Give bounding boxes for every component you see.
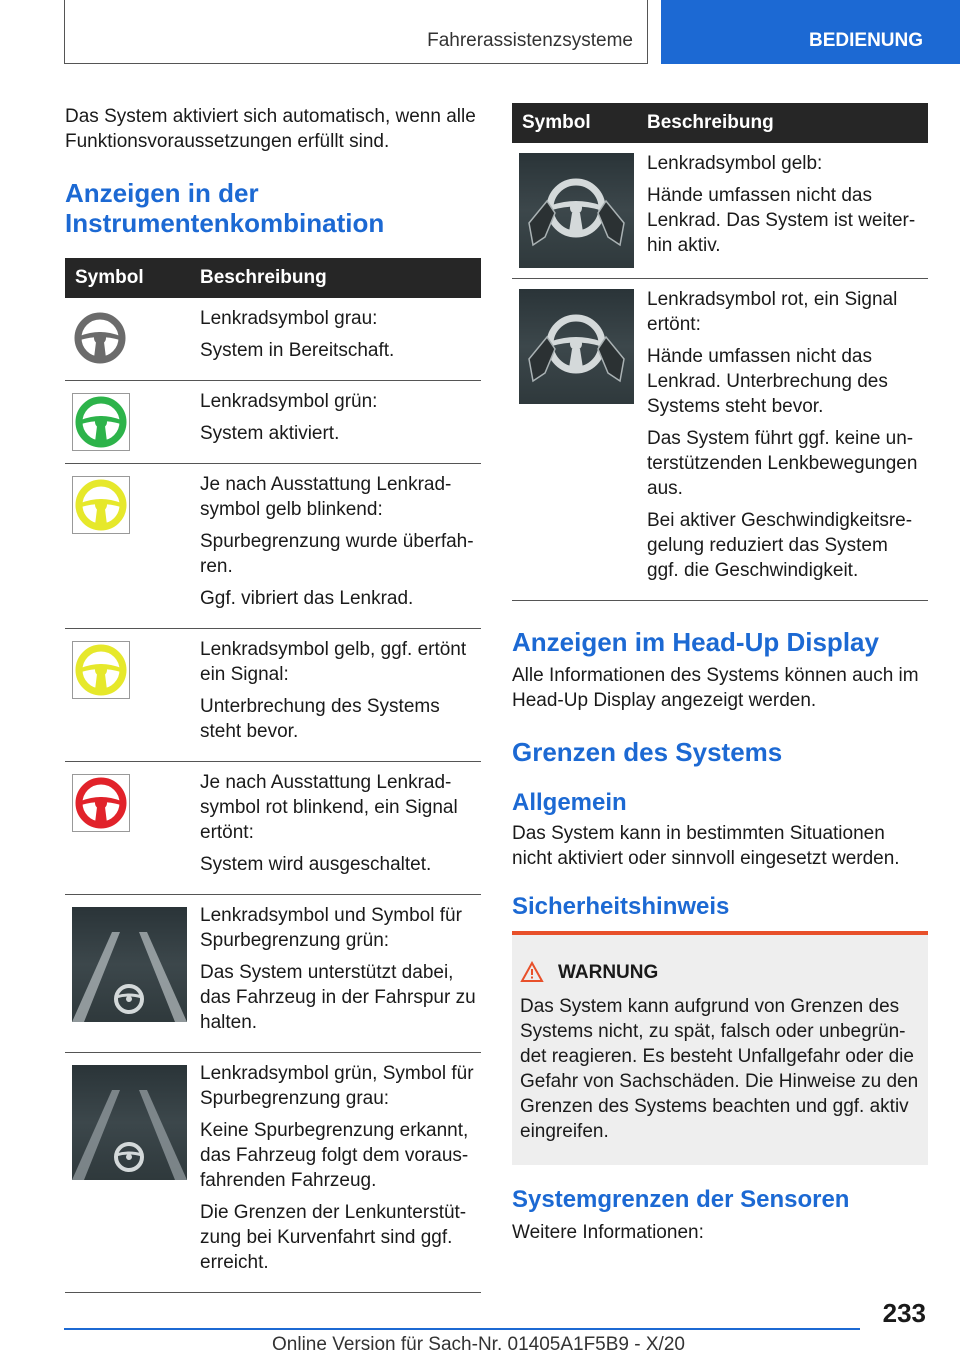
symbol-cell (65, 762, 190, 895)
hands-off-symbol-table (512, 103, 928, 601)
general-text: Das System kann in bestimmten Situationen nicht aktiviert oder sinnvoll eingesetzt werden. (512, 823, 900, 869)
right-column-bottom (512, 1186, 928, 1245)
description-line: Unterbrechung des Systems steht bevor. (200, 696, 440, 742)
symbol-cell (65, 895, 190, 1053)
description-line: Je nach Ausstattung Lenkrad-symbol gelb blinkend: (200, 474, 452, 520)
hud-text: Alle Informationen des Systems können auch im Head-Up Display angezeigt werden. (512, 665, 919, 711)
section-heading-instrument: Anzeigen in der Instrumentenkombination (65, 178, 385, 238)
symbol-cell (65, 1053, 190, 1293)
description-line: Hände umfassen nicht das Lenkrad. Das System ist weiter-hin aktiv. (647, 185, 916, 256)
description-cell (190, 629, 481, 762)
description-line: Lenkradsymbol grün: (200, 391, 378, 412)
table-row (65, 381, 481, 464)
header-chapter-tab (661, 0, 960, 64)
header-chapter-title: BEDIENUNG (809, 30, 924, 51)
description-line: System aktiviert. (200, 423, 340, 444)
steering-wheel-red-icon (72, 774, 130, 832)
symbol-cell (65, 298, 190, 381)
lane-grey-display-icon (72, 1065, 190, 1180)
steering-wheel-green-icon (72, 393, 130, 451)
description-cell (190, 762, 481, 895)
symbol-cell (65, 381, 190, 464)
description-cell (190, 381, 481, 464)
table-row (512, 143, 928, 279)
description-line: Lenkradsymbol grün, Symbol für Spurbegrenzung grau: (200, 1063, 474, 1109)
description-line: Hände umfassen nicht das Lenkrad. Unterbrechung des Systems steht bevor. (647, 346, 888, 417)
description-cell (190, 895, 481, 1053)
section-heading-hud: Anzeigen im Head-Up Display (512, 627, 879, 657)
hands-off-red-icon (519, 289, 637, 404)
right-column (512, 103, 928, 921)
description-line: Lenkradsymbol gelb, ggf. ertönt ein Signal: (200, 639, 467, 685)
section-heading-limits: Grenzen des Systems (512, 737, 783, 767)
description-cell (190, 464, 481, 629)
page-number: 233 (882, 1298, 926, 1328)
hands-off-yellow-icon (519, 153, 637, 268)
table-row (65, 298, 481, 381)
description-line: Lenkradsymbol und Symbol für Spurbegrenzung grün: (200, 905, 462, 951)
warning-title: WARNUNG (558, 962, 659, 983)
sensor-text: Weitere Informationen: (512, 1222, 704, 1243)
table-row (65, 895, 481, 1053)
table-row (65, 629, 481, 762)
warning-triangle-icon (520, 961, 544, 988)
description-line: Keine Spurbegrenzung erkannt, das Fahrzeug folgt dem voraus-fahrenden Fahrzeug. (200, 1120, 469, 1191)
steering-wheel-yellow-icon (72, 641, 130, 699)
symbol-cell (65, 629, 190, 762)
steering-wheel-grey-icon (72, 310, 128, 366)
header-section-title: Fahrerassistenzsysteme (427, 30, 633, 51)
intro-text: Das System aktiviert sich automatisch, wenn alle Funktionsvoraussetzungen erfüllt sind. (65, 106, 476, 152)
description-cell (190, 298, 481, 381)
description-line: Das System führt ggf. keine un-terstützenden Lenkbewegungen aus. (647, 428, 918, 499)
warning-text: Das System kann aufgrund von Grenzen des Systems nicht, zu spät, falsch oder unbegrün-det reagieren. Es besteht Unfallgefahr oder die Gefahr von Sachschäden. Die Hinweise zu den Grenzen des Systems beachten und ggf. aktiv eingreifen. (520, 996, 919, 1142)
subheading-safety: Sicherheitshinweis (512, 893, 730, 920)
lane-green-display-icon (72, 907, 190, 1022)
header-section-box (64, 0, 648, 64)
footer-version: Online Version für Sach-Nr. 01405A1F5B9 - X/20 (272, 1334, 685, 1355)
subheading-general: Allgemein (512, 789, 627, 816)
footer-divider (64, 1328, 860, 1330)
table-row (65, 464, 481, 629)
description-line: Die Grenzen der Lenkunterstüt-zung bei Kurvenfahrt sind ggf. erreicht. (200, 1202, 467, 1273)
symbol-cell (65, 464, 190, 629)
table-header-symbol: Symbol (65, 258, 190, 298)
symbol-cell (512, 143, 637, 279)
table-row (512, 279, 928, 601)
description-line: Lenkradsymbol rot, ein Signal ertönt: (647, 289, 898, 335)
description-cell (190, 1053, 481, 1293)
warning-box (512, 931, 928, 1165)
table-row (65, 1053, 481, 1293)
subheading-sensor-limits: Systemgrenzen der Sensoren (512, 1186, 850, 1213)
description-line: Spurbegrenzung wurde überfah-ren. (200, 531, 474, 577)
table-header-description: Beschreibung (637, 103, 928, 143)
description-line: Das System unterstützt dabei, das Fahrzeug in der Fahrspur zu halten. (200, 962, 476, 1033)
description-cell (637, 279, 928, 601)
description-line: System in Bereitschaft. (200, 340, 395, 361)
steering-wheel-yellow-icon (72, 476, 130, 534)
description-line: System wird ausgeschaltet. (200, 854, 432, 875)
description-line: Bei aktiver Geschwindigkeitsre-gelung reduziert das System ggf. die Geschwindigkeit. (647, 510, 913, 581)
left-column (65, 104, 481, 1293)
description-cell (637, 143, 928, 279)
symbol-cell (512, 279, 637, 601)
table-header-description: Beschreibung (190, 258, 481, 298)
table-row (65, 762, 481, 895)
description-line: Ggf. vibriert das Lenkrad. (200, 588, 414, 609)
description-line: Je nach Ausstattung Lenkrad-symbol rot blinkend, ein Signal ertönt: (200, 772, 458, 843)
table-header-symbol: Symbol (512, 103, 637, 143)
description-line: Lenkradsymbol gelb: (647, 153, 823, 174)
instrument-symbol-table (65, 258, 481, 1293)
description-line: Lenkradsymbol grau: (200, 308, 378, 329)
